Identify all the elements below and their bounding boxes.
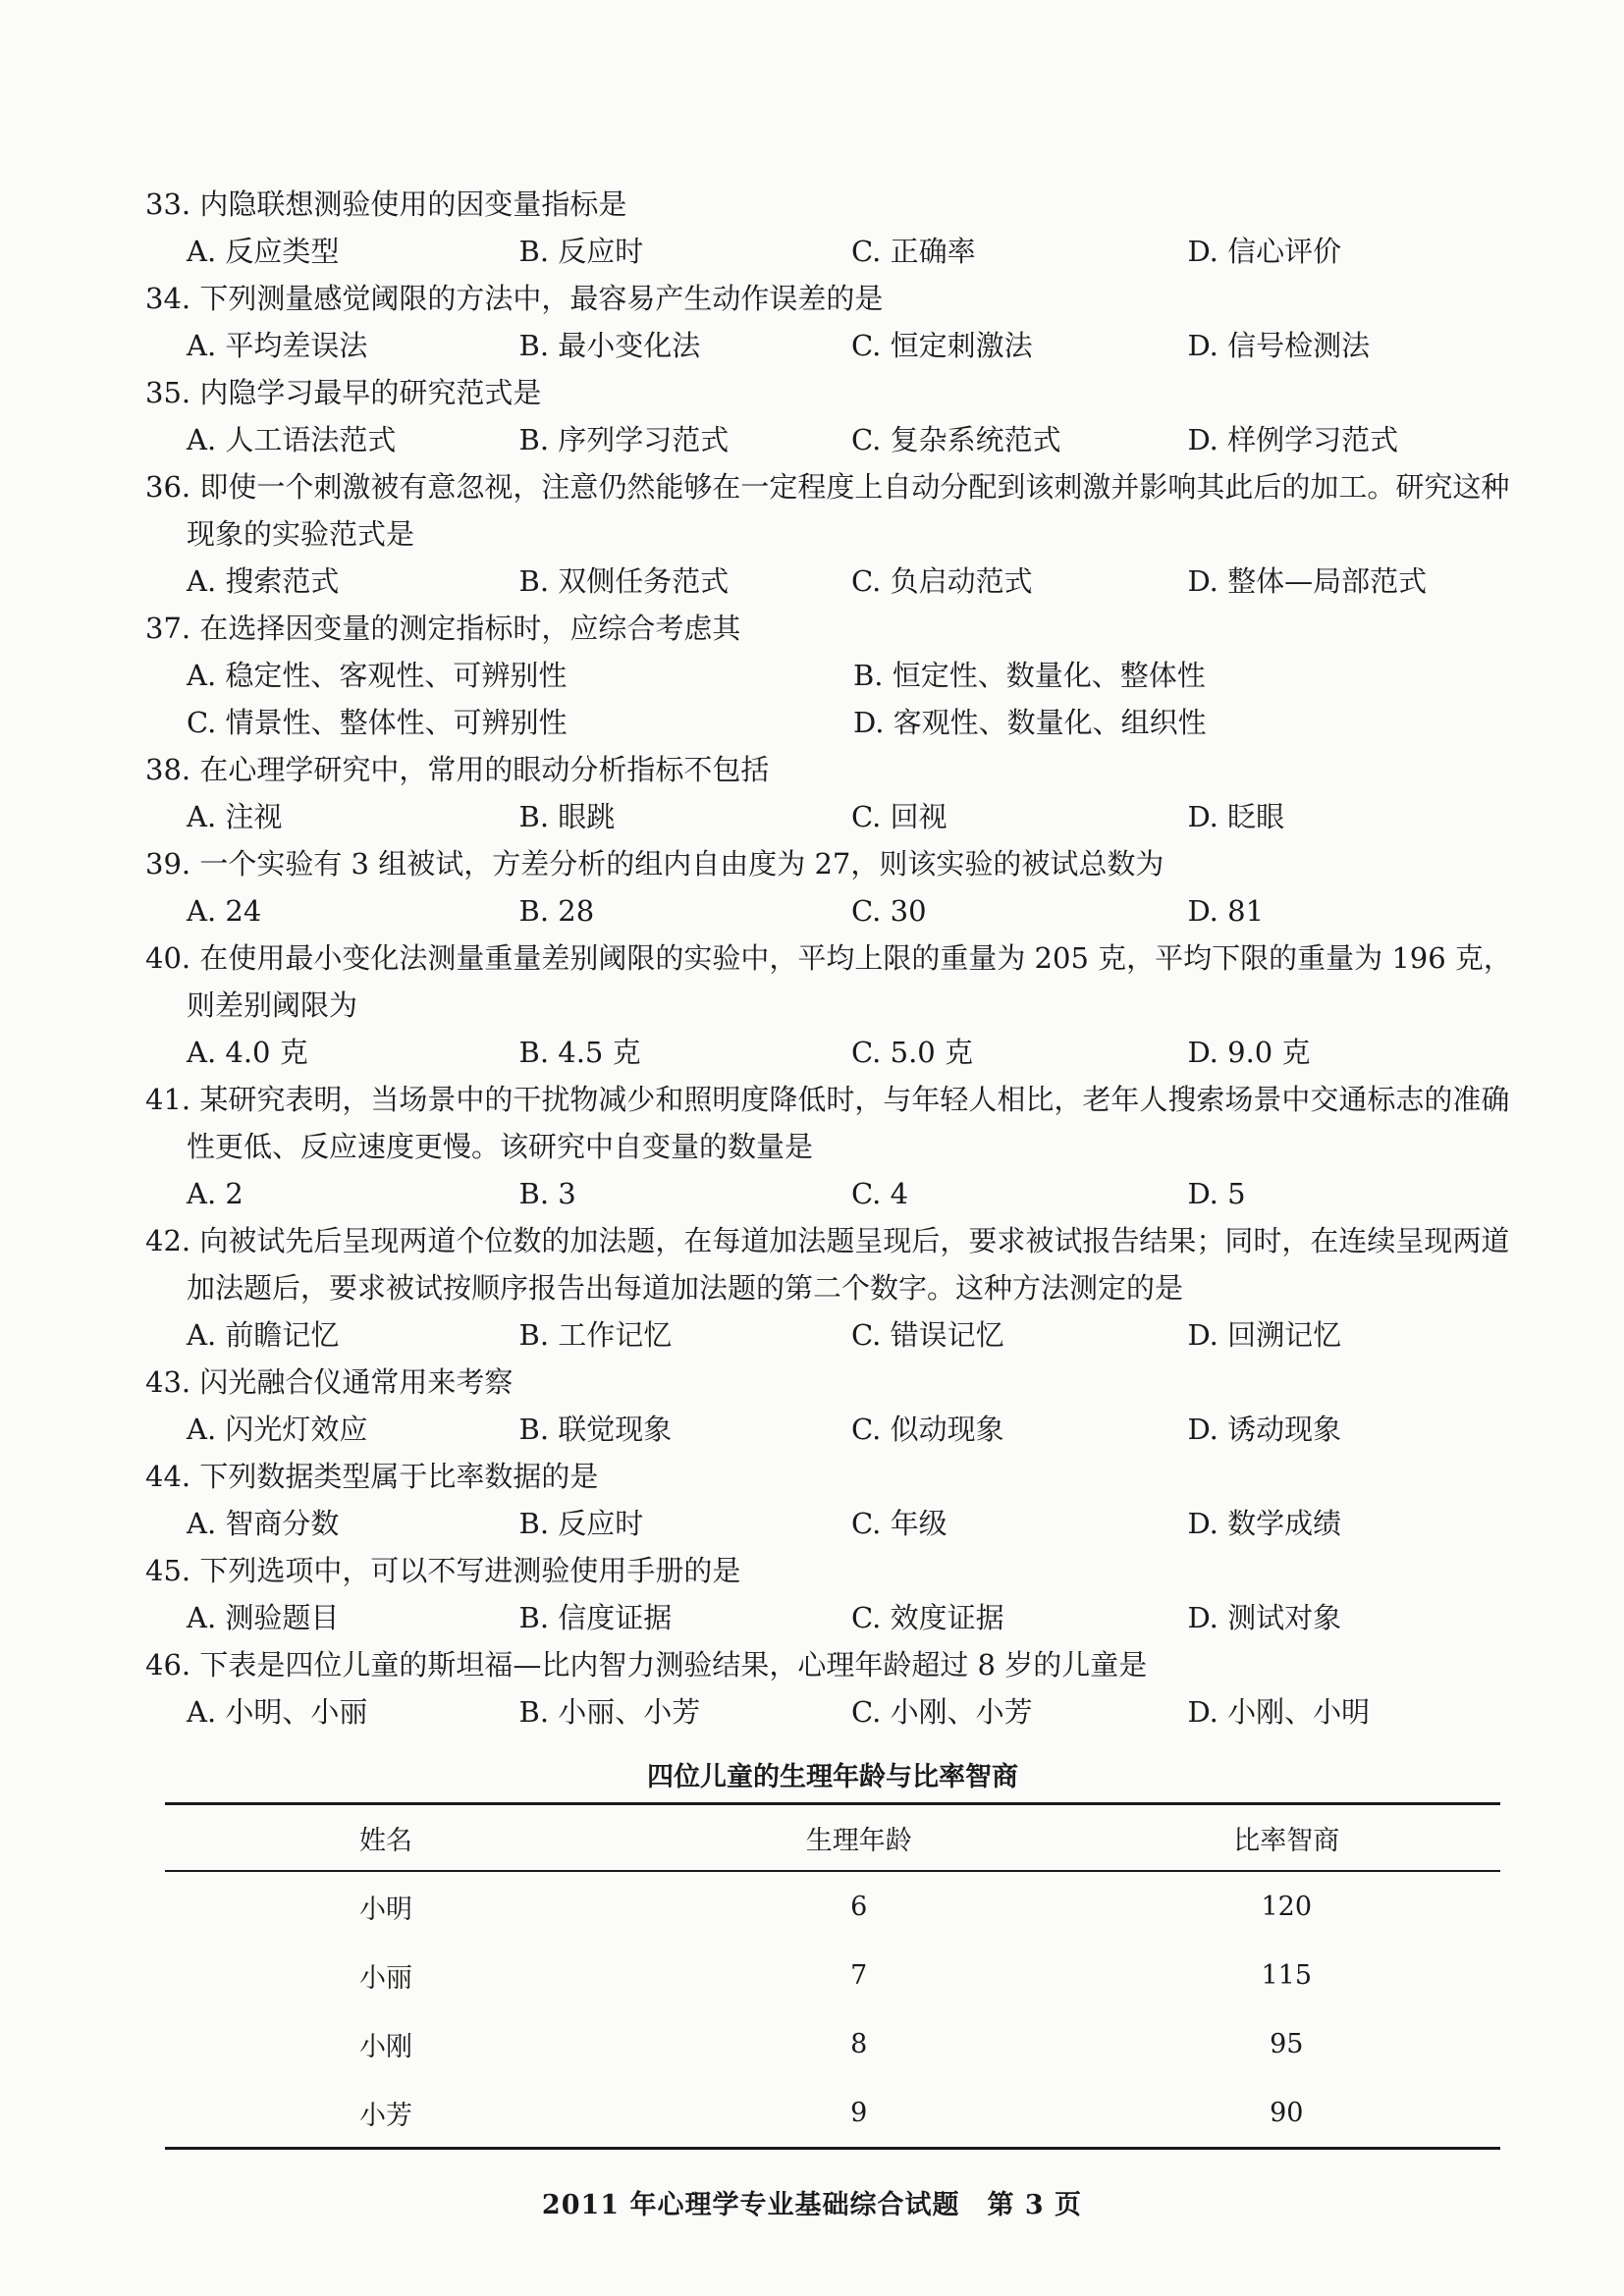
header-name: 姓名 <box>359 1825 412 1856</box>
question-34 <box>145 275 1520 369</box>
table-header-row <box>165 1804 1500 1872</box>
option-b: B. 小丽、小芳 <box>518 1695 701 1729</box>
option-d: D. 回溯记忆 <box>1187 1318 1342 1352</box>
option-d: D. 测试对象 <box>1187 1601 1342 1634</box>
option-b: B. 反应时 <box>518 1507 644 1540</box>
option-c: C. 似动现象 <box>851 1413 1004 1446</box>
option-row <box>145 1170 1520 1217</box>
question-stem: 40. 在使用最小变化法测量重量差别阈限的实验中，平均上限的重量为 205 克，平均下限的重量为 196 克，则差别阈限为 <box>145 941 1512 1022</box>
iq-table <box>165 1802 1500 2150</box>
option-d: D. 眨眼 <box>1187 800 1285 833</box>
iq-table-section <box>165 1753 1500 2150</box>
option-row <box>145 558 1520 605</box>
option-a: A. 前瞻记忆 <box>187 1318 340 1352</box>
option-a: A. 小明、小丽 <box>187 1695 368 1729</box>
option-a: A. 4.0 克 <box>187 1036 308 1069</box>
option-a: A. 稳定性、客观性、可辨别性 <box>187 659 568 692</box>
question-45 <box>145 1547 1520 1641</box>
option-a: A. 2 <box>187 1177 244 1210</box>
question-stem: 39. 一个实验有 3 组被试，方差分析的组内自由度为 27，则该实验的被试总数为 <box>145 847 1164 881</box>
cell-name: 小刚 <box>359 2031 412 2062</box>
option-b: B. 工作记忆 <box>518 1318 673 1352</box>
cell-age: 8 <box>850 2028 868 2059</box>
option-a: A. 闪光灯效应 <box>187 1413 368 1446</box>
question-stem: 41. 某研究表明，当场景中的干扰物减少和照明度降低时，与年轻人相比，老年人搜索场景中交通标志的准确性更低、反应速度更慢。该研究中自变量的数量是 <box>145 1083 1510 1163</box>
option-row <box>145 322 1520 369</box>
option-d: D. 信号检测法 <box>1187 329 1371 362</box>
header-iq: 比率智商 <box>1233 1825 1340 1856</box>
option-d: D. 5 <box>1187 1177 1246 1210</box>
cell-name: 小明 <box>359 1894 412 1925</box>
option-c: C. 错误记忆 <box>851 1318 1004 1352</box>
question-stem: 43. 闪光融合仪通常用来考察 <box>145 1365 514 1399</box>
option-c: C. 30 <box>851 894 927 928</box>
option-a: A. 人工语法范式 <box>187 423 397 456</box>
option-b: B. 序列学习范式 <box>518 423 730 456</box>
question-43 <box>145 1359 1520 1453</box>
table-row <box>165 1941 1500 2009</box>
option-b: B. 28 <box>518 894 595 928</box>
table-title: 四位儿童的生理年龄与比率智商 <box>647 1762 1018 1792</box>
question-44 <box>145 1453 1520 1547</box>
option-row <box>145 1500 1520 1547</box>
option-row <box>145 1029 1520 1076</box>
option-a: A. 搜索范式 <box>187 564 340 598</box>
option-c: C. 小刚、小芳 <box>851 1695 1033 1729</box>
header-age: 生理年龄 <box>805 1825 912 1856</box>
option-row <box>145 1311 1520 1359</box>
option-row <box>145 887 1520 934</box>
question-33 <box>145 181 1520 275</box>
table-row <box>165 1871 1500 1941</box>
option-b: B. 最小变化法 <box>518 329 701 362</box>
option-d: D. 信心评价 <box>1187 235 1342 268</box>
option-b: B. 双侧任务范式 <box>518 564 730 598</box>
option-d: D. 9.0 克 <box>1187 1036 1311 1069</box>
question-37 <box>145 605 1520 746</box>
option-d: D. 诱动现象 <box>1187 1413 1342 1446</box>
question-stem: 38. 在心理学研究中，常用的眼动分析指标不包括 <box>145 753 770 786</box>
option-c: C. 回视 <box>851 800 947 833</box>
cell-iq: 115 <box>1261 1959 1313 1991</box>
question-list <box>145 181 1520 1735</box>
option-c: C. 效度证据 <box>851 1601 1004 1634</box>
question-35 <box>145 369 1520 463</box>
question-stem: 44. 下列数据类型属于比率数据的是 <box>145 1460 599 1493</box>
option-c: C. 负启动范式 <box>851 564 1033 598</box>
option-a: A. 智商分数 <box>187 1507 340 1540</box>
option-grid <box>145 652 1520 746</box>
question-38 <box>145 746 1520 840</box>
question-stem: 37. 在选择因变量的测定指标时，应综合考虑其 <box>145 612 741 645</box>
option-d: D. 客观性、数量化、组织性 <box>853 706 1207 739</box>
page-footer: 2011 年心理学专业基础综合试题 第 3 页 <box>541 2190 1083 2220</box>
option-b: B. 3 <box>518 1177 576 1210</box>
cell-age: 9 <box>850 2097 868 2128</box>
option-c: C. 正确率 <box>851 235 976 268</box>
option-d: D. 小刚、小明 <box>1187 1695 1371 1729</box>
question-stem: 45. 下列选项中，可以不写进测验使用手册的是 <box>145 1554 741 1587</box>
option-c: C. 情景性、整体性、可辨别性 <box>187 706 568 739</box>
cell-age: 6 <box>850 1891 868 1922</box>
option-b: B. 眼跳 <box>518 800 616 833</box>
option-c: C. 恒定刺激法 <box>851 329 1033 362</box>
option-c: C. 年级 <box>851 1507 947 1540</box>
option-a: A. 平均差误法 <box>187 329 368 362</box>
option-d: D. 数学成绩 <box>1187 1507 1342 1540</box>
question-stem: 35. 内隐学习最早的研究范式是 <box>145 376 542 409</box>
option-b: B. 恒定性、数量化、整体性 <box>853 659 1206 692</box>
option-b: B. 信度证据 <box>518 1601 673 1634</box>
option-b: B. 反应时 <box>518 235 644 268</box>
cell-name: 小芳 <box>359 2100 412 2131</box>
cell-iq: 90 <box>1270 2097 1304 2128</box>
question-stem: 33. 内隐联想测验使用的因变量指标是 <box>145 187 627 221</box>
option-a: A. 注视 <box>187 800 283 833</box>
cell-name: 小丽 <box>359 1962 412 1994</box>
question-39 <box>145 840 1520 934</box>
option-row <box>145 416 1520 463</box>
option-a: A. 测验题目 <box>187 1601 340 1634</box>
option-c: C. 4 <box>851 1177 909 1210</box>
option-c: C. 复杂系统范式 <box>851 423 1061 456</box>
option-d: D. 81 <box>1187 894 1265 928</box>
question-40 <box>145 934 1520 1076</box>
question-42 <box>145 1217 1520 1359</box>
question-stem: 36. 即使一个刺激被有意忽视，注意仍然能够在一定程度上自动分配到该刺激并影响其此后的加工。研究这种现象的实验范式是 <box>145 470 1510 551</box>
cell-age: 7 <box>850 1959 868 1991</box>
question-stem: 46. 下表是四位儿童的斯坦福—比内智力测验结果，心理年龄超过 8 岁的儿童是 <box>145 1648 1148 1682</box>
option-row <box>145 1688 1520 1735</box>
option-row <box>145 228 1520 275</box>
cell-iq: 120 <box>1261 1891 1313 1922</box>
table-row <box>165 2009 1500 2078</box>
cell-iq: 95 <box>1270 2028 1304 2059</box>
option-a: A. 24 <box>187 894 262 928</box>
option-row <box>145 1406 1520 1453</box>
option-d: D. 整体—局部范式 <box>1187 564 1428 598</box>
table-row <box>165 2078 1500 2149</box>
question-36 <box>145 463 1520 605</box>
question-46 <box>145 1641 1520 1735</box>
question-stem: 34. 下列测量感觉阈限的方法中，最容易产生动作误差的是 <box>145 282 884 315</box>
question-41 <box>145 1076 1520 1217</box>
question-stem: 42. 向被试先后呈现两道个位数的加法题，在每道加法题呈现后，要求被试报告结果；同时，在连续呈现两道加法题后，要求被试按顺序报告出每道加法题的第二个数字。这种方法测定的是 <box>145 1224 1510 1305</box>
option-b: B. 4.5 克 <box>518 1036 641 1069</box>
option-a: A. 反应类型 <box>187 235 340 268</box>
option-d: D. 样例学习范式 <box>1187 423 1399 456</box>
option-b: B. 联觉现象 <box>518 1413 673 1446</box>
option-c: C. 5.0 克 <box>851 1036 973 1069</box>
option-row <box>145 793 1520 840</box>
option-row <box>145 1594 1520 1641</box>
